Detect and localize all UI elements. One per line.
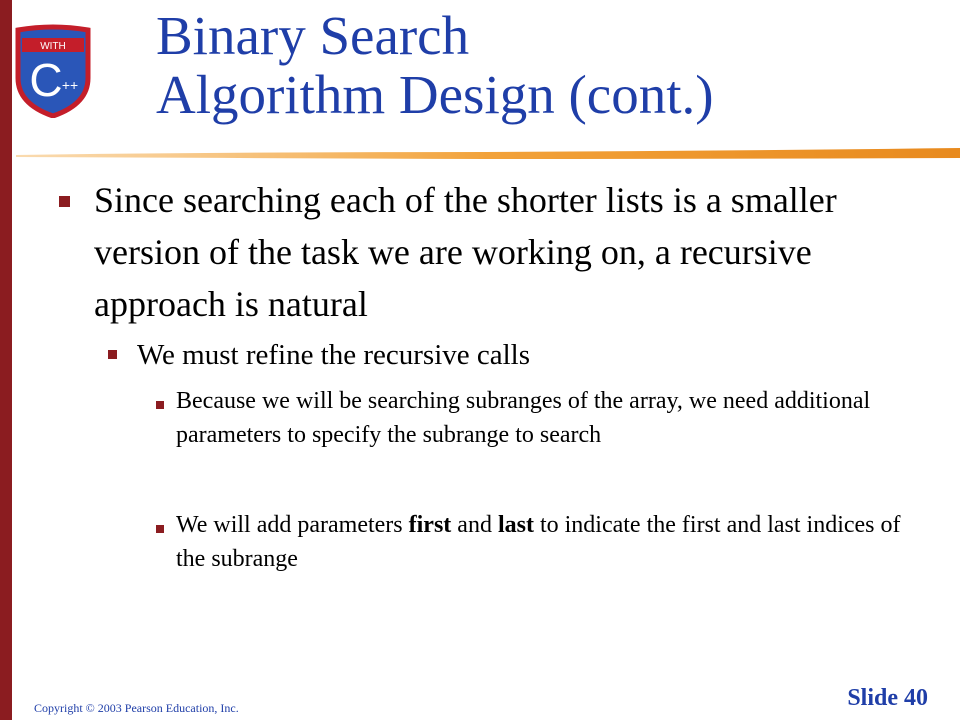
logo-with-text: WITH (40, 41, 66, 52)
footer-copyright: Copyright © 2003 Pearson Education, Inc. (34, 701, 239, 715)
bullet-marker-level3a (156, 401, 164, 409)
bullet-marker-level1 (59, 196, 70, 207)
bullet-level3b-text (176, 508, 916, 576)
bullet-marker-level2 (108, 350, 117, 359)
logo-c-letter: C (29, 54, 63, 106)
bullet-level3b-part3: to indicate the first and last indices of the subrange (176, 512, 901, 572)
footer-slide-number: Slide 40 (847, 685, 928, 711)
bullet-level2-text: We must refine the recursive calls (137, 339, 531, 371)
cpp-shield-logo (12, 24, 94, 118)
slide-title-line-2: Algorithm Design (cont.) (156, 64, 714, 125)
param-last-bold: last (497, 512, 534, 538)
slide-title (156, 6, 946, 124)
title-underline-rule (16, 146, 960, 162)
bullet-level3b-part1: We will add parameters (176, 512, 409, 538)
slide-title-line-1: Binary Search (156, 5, 470, 66)
bullet-level3b-part2: and (451, 512, 498, 538)
logo-plus-plus: ++ (61, 77, 79, 93)
bullet-marker-level3b (156, 525, 164, 533)
bullet-level3a-text: Because we will be searching subranges of the array, we need additional parameters to specify the subrange to search (176, 388, 871, 448)
param-first-bold: first (408, 512, 452, 538)
bullet-level1-text: Since searching each of the shorter lists is a smaller version of the task we are working on, a recursive approach is natural (94, 180, 837, 324)
left-accent-bar (0, 0, 12, 720)
